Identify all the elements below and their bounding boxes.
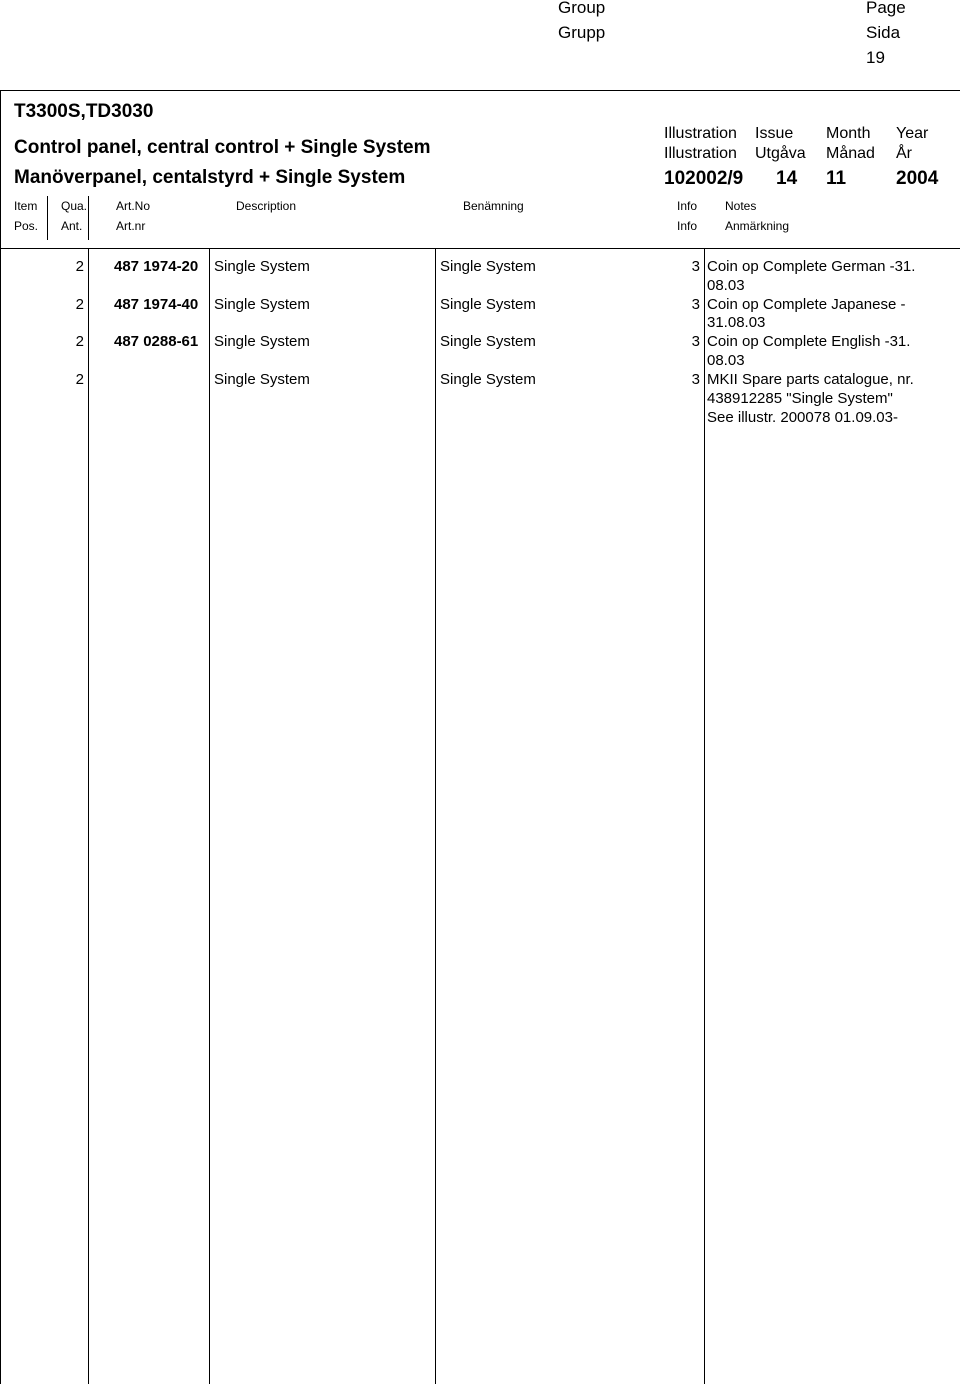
col-header-notes: Notes: [725, 199, 757, 213]
title-english: Control panel, central control + Single System: [14, 137, 431, 158]
year-label: Year: [896, 125, 929, 142]
col-sep-item: [47, 196, 48, 240]
row-qty: 2: [75, 296, 84, 313]
col-header-info: Info: [677, 199, 698, 213]
year-label-sv: År: [896, 145, 912, 162]
row-description: Single System: [214, 333, 310, 350]
header-top-rule: [0, 90, 960, 91]
month-label: Month: [826, 125, 871, 142]
row-description: Single System: [214, 296, 310, 313]
col-header-artno: Art.No: [116, 199, 151, 213]
row-notes-line: Coin op Complete German -31.: [707, 258, 916, 275]
row-artno: 487 1974-40: [114, 296, 199, 313]
group-label-sv: Grupp: [558, 23, 606, 42]
row-info: 3: [691, 258, 700, 275]
row-info: 3: [691, 371, 700, 388]
row-benamning: Single System: [440, 296, 536, 313]
illustration-label-sv: Illustration: [664, 145, 737, 162]
month-label-sv: Månad: [826, 145, 875, 162]
title-swedish: Manöverpanel, centalstyrd + Single System: [14, 167, 406, 188]
col-sep-artno-body: [209, 249, 210, 1384]
illustration-label: Illustration: [664, 125, 737, 142]
row-artno: 487 0288-61: [114, 333, 199, 350]
col-header-notes-sv: Anmärkning: [725, 219, 790, 233]
group-label: Group: [558, 0, 606, 17]
row-notes-line: 438912285 "Single System": [707, 390, 893, 407]
issue-value: 14: [776, 168, 798, 189]
col-header-qty-sv: Ant.: [61, 219, 83, 233]
col-sep-desc-body: [435, 249, 436, 1384]
frame-left-border: [0, 90, 1, 1384]
row-notes-line: 08.03: [707, 352, 745, 369]
page-label: Page: [866, 0, 906, 17]
col-sep-qty-body: [88, 249, 89, 1384]
row-benamning: Single System: [440, 258, 536, 275]
row-description: Single System: [214, 371, 310, 388]
col-header-description: Description: [236, 199, 297, 213]
row-notes-line: Coin op Complete English -31.: [707, 333, 911, 350]
col-sep-info-body: [704, 249, 705, 1384]
col-sep-qty: [88, 196, 89, 240]
page-number: 19: [866, 48, 885, 67]
row-qty: 2: [75, 333, 84, 350]
illustration-value: 102002/9: [664, 168, 744, 189]
row-notes-line: 08.03: [707, 277, 745, 294]
row-notes-line: See illustr. 200078 01.09.03-: [707, 409, 898, 426]
col-header-info-sv: Info: [677, 219, 698, 233]
issue-label-sv: Utgåva: [755, 145, 806, 162]
page-label-sv: Sida: [866, 23, 901, 42]
row-info: 3: [691, 333, 700, 350]
row-notes-line: MKII Spare parts catalogue, nr.: [707, 371, 914, 388]
issue-label: Issue: [755, 125, 794, 142]
row-notes-line: Coin op Complete Japanese -: [707, 296, 906, 313]
row-qty: 2: [75, 371, 84, 388]
month-value: 11: [826, 168, 847, 189]
year-value: 2004: [896, 168, 939, 189]
col-header-item: Item: [14, 199, 38, 213]
col-header-artno-sv: Art.nr: [116, 219, 146, 233]
col-header-benamning: Benämning: [463, 199, 524, 213]
row-artno: 487 1974-20: [114, 258, 199, 275]
model-title: T3300S,TD3030: [14, 101, 154, 122]
col-header-qty: Qua.: [61, 199, 88, 213]
row-notes-line: 31.08.03: [707, 314, 766, 331]
row-description: Single System: [214, 258, 310, 275]
header-bottom-rule: [0, 248, 960, 249]
col-header-item-sv: Pos.: [14, 219, 39, 233]
row-info: 3: [691, 296, 700, 313]
row-qty: 2: [75, 258, 84, 275]
row-benamning: Single System: [440, 333, 536, 350]
row-benamning: Single System: [440, 371, 536, 388]
